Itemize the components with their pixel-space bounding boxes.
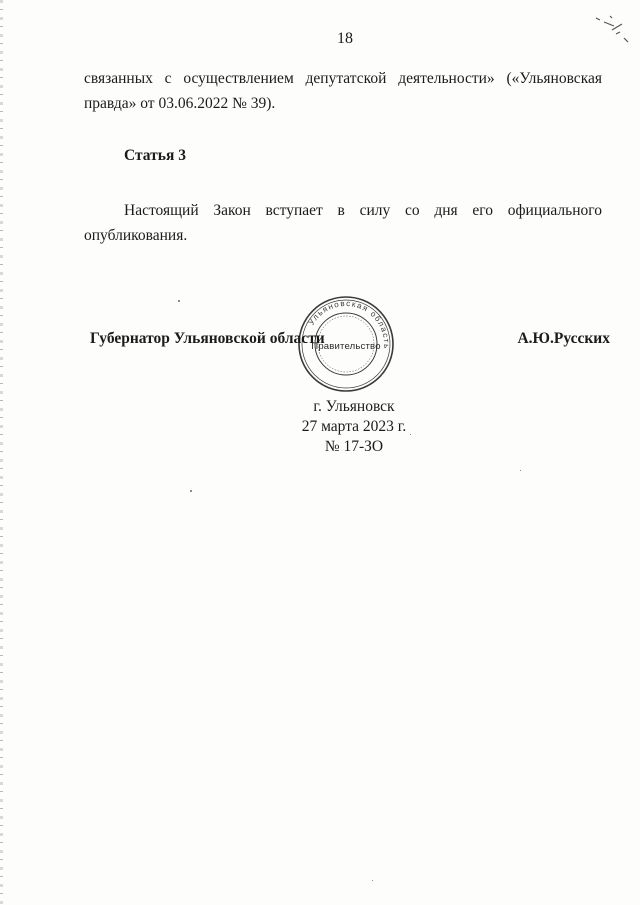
place-date-block bbox=[250, 397, 458, 457]
governor-name: А.Ю.Русских bbox=[517, 330, 610, 347]
scan-edge-artifact bbox=[0, 0, 3, 905]
paragraph-1-line-2: правда» от 03.06.2022 № 39). bbox=[84, 95, 276, 112]
paragraph-2-line-1: Настоящий Закон вступает в силу со дня его официального bbox=[124, 202, 602, 219]
stamp-center-text: Правительство bbox=[311, 341, 381, 352]
paragraph-1-line-1: связанных с осуществлением депутатской деятельности» («Ульяновская bbox=[84, 70, 602, 87]
paragraph-1 bbox=[84, 66, 602, 116]
article-title: Статья 3 bbox=[124, 147, 186, 164]
scan-speck bbox=[520, 470, 521, 471]
scan-speck bbox=[410, 434, 411, 435]
governor-title: Губернатор Ульяновской области bbox=[90, 330, 325, 347]
scan-speck bbox=[372, 880, 373, 881]
stamp-ring-text: Ульяновская область bbox=[306, 298, 392, 351]
page-number: 18 bbox=[337, 30, 353, 47]
city: г. Ульяновск bbox=[313, 398, 395, 415]
paragraph-2 bbox=[84, 198, 602, 248]
scan-speck bbox=[178, 300, 180, 302]
paragraph-2-line-2: опубликования. bbox=[84, 227, 188, 244]
law-number: № 17-ЗО bbox=[324, 438, 384, 455]
law-date: 27 марта 2023 г. bbox=[301, 418, 407, 435]
scan-speck bbox=[190, 490, 192, 492]
